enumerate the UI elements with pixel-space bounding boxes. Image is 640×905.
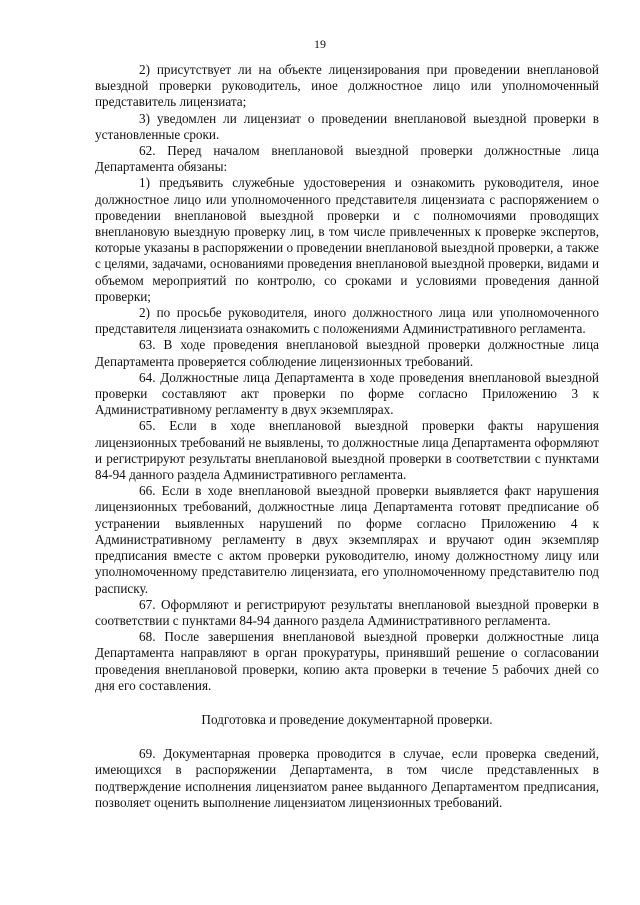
document-body — [95, 62, 599, 811]
paragraph-65: 65. Если в ходе внеплановой выездной проверки факты нарушения лицензионных требований не выявлены, то должностные лица Департамента оформляют и регистрируют результаты внеплановой выездной проверки в соответствии с пунктами 84-94 данного раздела Административного регламента. — [95, 418, 599, 483]
page-number: 19 — [314, 37, 326, 51]
paragraph-68: 68. После завершения внеплановой выездной проверки должностные лица Департамента направляют в орган прокуратуры, принявший решение о согласовании проведения внеплановой проверки, копию акта проверки в течение 5 рабочих дней со дня его составления. — [95, 629, 599, 693]
paragraph-item-2: 2) присутствует ли на объекте лицензирования при проведении внеплановой выездной проверки руководитель, иное должностное лицо или уполномоченный представитель лицензиата; — [95, 62, 599, 110]
paragraph-62-item-2: 2) по просьбе руководителя, иного должностного лица или уполномоченного представителя лицензиата ознакомить с положениями Административного регламента. — [95, 305, 599, 337]
paragraph-66: 66. Если в ходе внеплановой выездной проверки выявляется факт нарушения лицензионных требований, должностные лица Департамента готовят предписание об устранении выявленных нарушений по форме согласно Приложению 4 к Административному регламенту в двух экземплярах и вручают один экземпляр предписания вместе с актом проверки руководителю, иному должностному лицу или уполномоченному представителю лицензиата, его уполномоченному представителю под расписку. — [95, 483, 599, 596]
paragraph-62: 62. Перед началом внеплановой выездной проверки должностные лица Департамента обязаны: — [95, 143, 599, 175]
paragraph-64: 64. Должностные лица Департамента в ходе проведения внеплановой выездной проверки составляют акт проверки по форме согласно Приложению 3 к Административному регламенту в двух экземплярах. — [95, 369, 599, 418]
paragraph-63: 63. В ходе проведения внеплановой выездной проверки должностные лица Департамента проверяется соблюдение лицензионных требований. — [95, 337, 599, 369]
paragraph-item-3: 3) уведомлен ли лицензиат о проведении внеплановой выездной проверки в установленные сроки. — [95, 110, 599, 142]
section-heading: Подготовка и проведение документарной проверки. — [201, 711, 493, 727]
paragraph-67: 67. Оформляют и регистрируют результаты внеплановой выездной проверки в соответствии с пунктами 84-94 данного раздела Административного регламента. — [95, 596, 599, 628]
paragraph-62-item-1: 1) предъявить служебные удостоверения и ознакомить руководителя, иное должностное лицо или уполномоченного представителя лицензиата с распоряжением о проведении внеплановой выездной проверки и с полномочиями проводящих внеплановую выездную проверку лиц, в том числе привлеченных к проверке экспертов, которые указаны в распоряжении о проведении внеплановой выездной проверки, а также с целями, задачами, основаниями проведения внеплановой выездной проверки, видами и объемом мероприятий по контролю, со сроками и условиями проведения данной проверки; — [95, 175, 599, 304]
paragraph-69: 69. Документарная проверка проводится в случае, если проверка сведений, имеющихся в распоряжении Департамента, в том числе представленных в подтверждение исполнения лицензиатом ранее выданного Департаментом предписания, позволяет оценить выполнение лицензиатом лицензионных требований. — [95, 746, 599, 810]
